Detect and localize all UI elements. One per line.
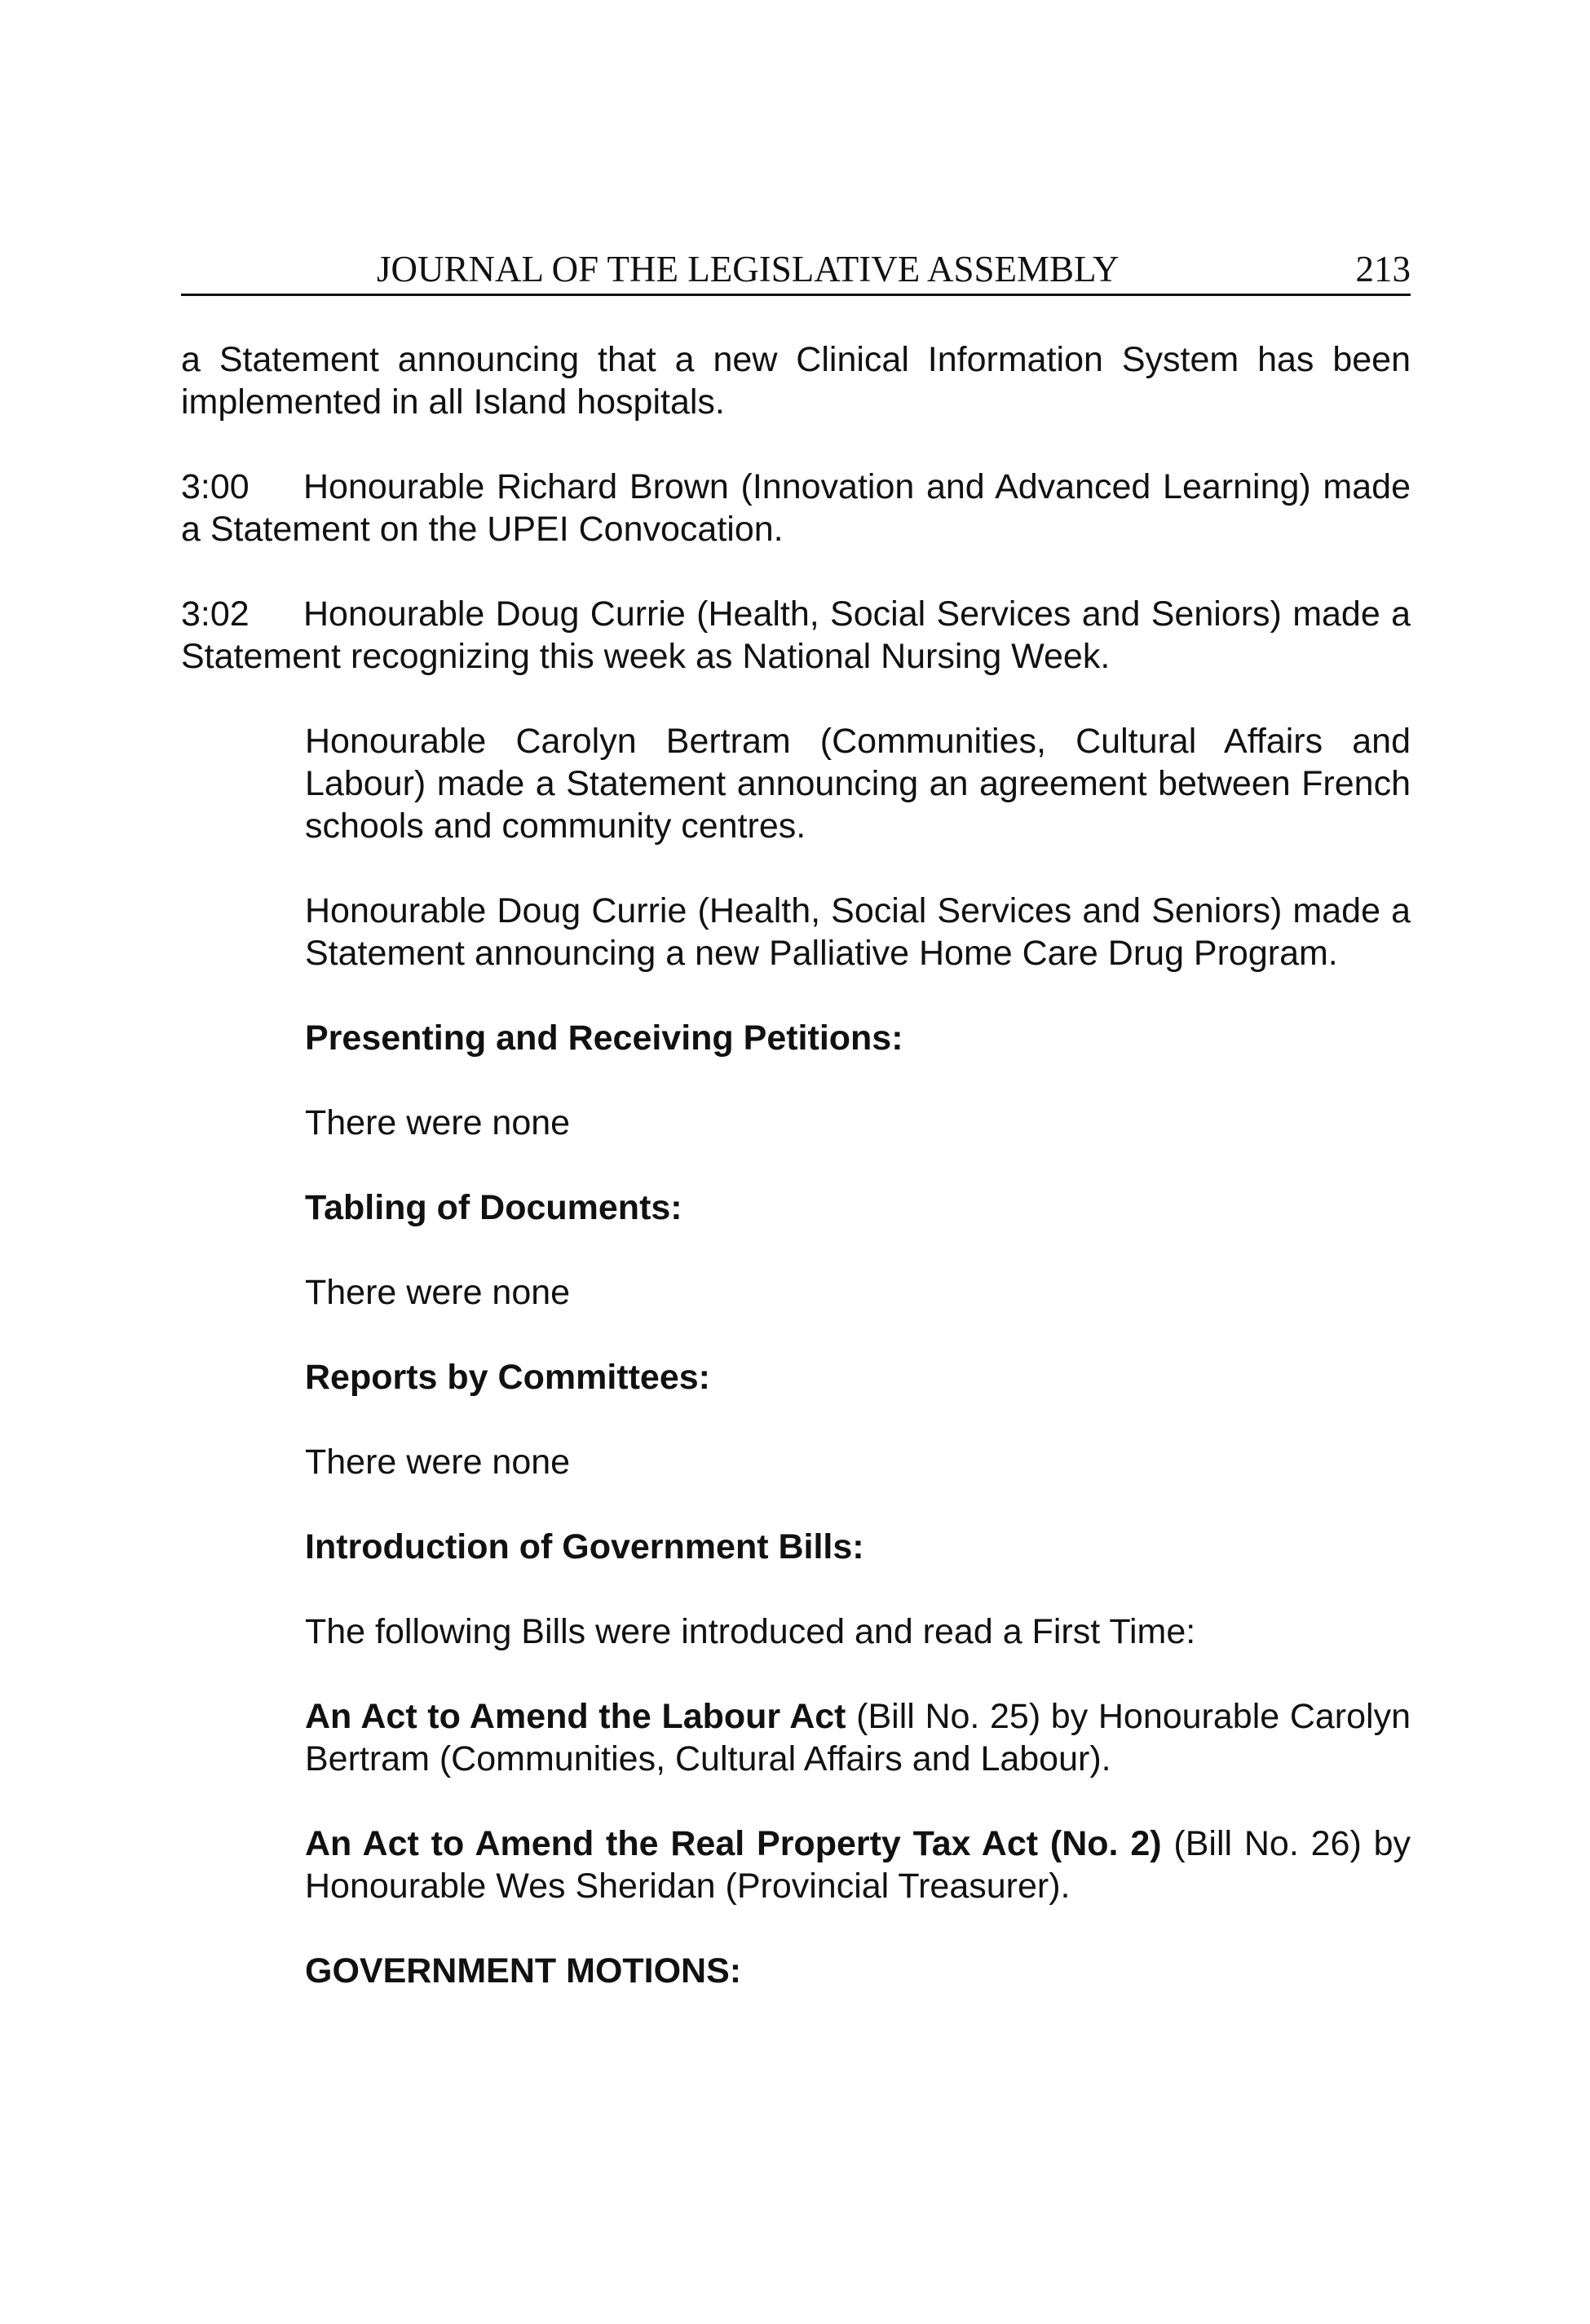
- entry-time: 3:02: [181, 594, 250, 634]
- bertram-statement: Honourable Carolyn Bertram (Communities, Cultural Affairs and Labour) made a Statement announcing an agreement between French schools and community centres.: [305, 722, 1411, 846]
- journal-title: JOURNAL OF THE LEGISLATIVE ASSEMBLY: [377, 249, 1120, 289]
- government-bills-intro: The following Bills were introduced and read a First Time:: [305, 1612, 1196, 1651]
- timed-entry-302: [181, 593, 1411, 678]
- timed-entry-300: [181, 466, 1411, 550]
- documents-text: There were none: [305, 1273, 571, 1312]
- bill-title: An Act to Amend the Labour Act: [305, 1697, 846, 1736]
- bill-title: An Act to Amend the Real Property Tax Act (No. 2): [305, 1824, 1162, 1863]
- petitions-text: There were none: [305, 1103, 571, 1142]
- government-bills-heading: Introduction of Government Bills:: [305, 1527, 864, 1566]
- committees-heading: Reports by Committees:: [305, 1358, 710, 1397]
- continuation-paragraph: a Statement announcing that a new Clinical Information System has been implemented in all Island hospitals.: [181, 340, 1411, 422]
- documents-heading: Tabling of Documents:: [305, 1188, 682, 1227]
- entry-text: Honourable Doug Currie (Health, Social Services and Seniors) made a Statement recognizing this week as National Nursing Week.: [181, 594, 1411, 676]
- entry-text: Honourable Richard Brown (Innovation and Advanced Learning) made a Statement on the UPEI Convocation.: [181, 467, 1411, 549]
- entry-time: 3:00: [181, 467, 250, 506]
- currie-statement: Honourable Doug Currie (Health, Social Services and Seniors) made a Statement announcing a new Palliative Home Care Drug Program.: [305, 891, 1411, 973]
- indented-proceedings: [305, 720, 1411, 1992]
- journal-body: [181, 338, 1411, 1992]
- page-number: 213: [1355, 249, 1411, 289]
- journal-page: [181, 245, 1411, 1992]
- bill-details: (Bill No. 25) by Honourable Carolyn Bertram (Communities, Cultural Affairs and Labour).: [305, 1697, 1411, 1778]
- bill-entry: [305, 1695, 1411, 1780]
- committees-text: There were none: [305, 1443, 571, 1482]
- running-header: [181, 245, 1411, 296]
- petitions-heading: Presenting and Receiving Petitions:: [305, 1018, 903, 1058]
- bill-details: (Bill No. 26) by Honourable Wes Sheridan (Provincial Treasurer).: [305, 1824, 1411, 1906]
- government-motions-heading: GOVERNMENT MOTIONS:: [305, 1951, 742, 1990]
- bill-entry: [305, 1823, 1411, 1907]
